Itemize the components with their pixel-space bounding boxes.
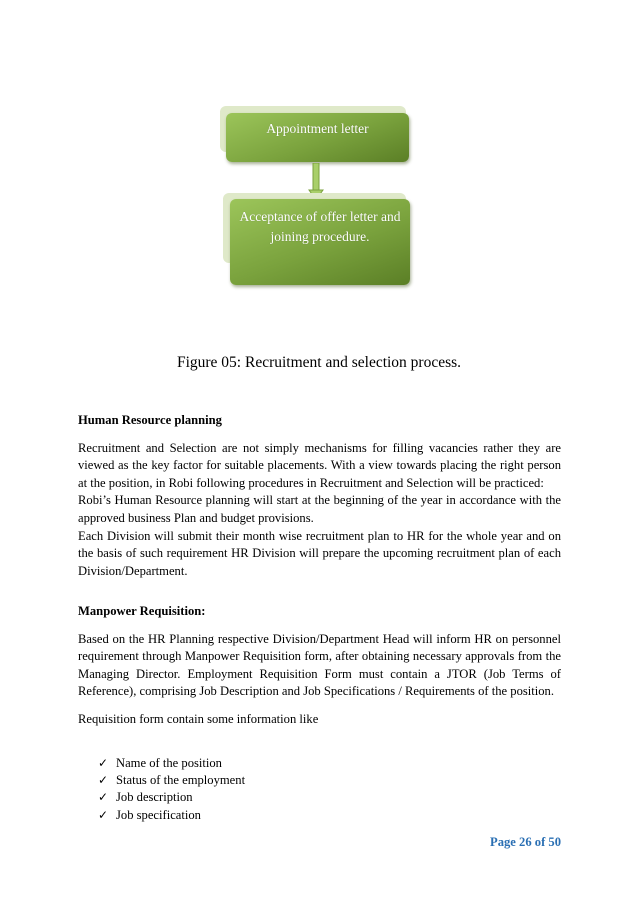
list-item: ✓ Status of the employment bbox=[98, 772, 245, 789]
manpower-section bbox=[78, 603, 561, 729]
check-icon: ✓ bbox=[98, 773, 109, 788]
appointment-letter-label: Appointment letter bbox=[266, 121, 369, 136]
manpower-heading: Manpower Requisition: bbox=[78, 604, 206, 618]
hr-planning-para-3: Each Division will submit their month wise recruitment plan to HR for the whole year and on the basis of such requirement HR Division will prepare the upcoming recruitment plan of each Division/Department. bbox=[78, 528, 561, 578]
page-number: Page 26 of 50 bbox=[490, 835, 561, 849]
hr-planning-para-1: Recruitment and Selection are not simply mechanisms for filling vacancies rather they are viewed as the key factor for suitable placements. With a view towards placing the right person at the position, in Robi following procedures in Recruitment and Selection will be practiced: bbox=[78, 440, 561, 490]
manpower-para-1: Based on the HR Planning respective Division/Department Head will inform HR on personnel requirement through Manpower Requisition form, after obtaining necessary approvals from the Managing Director. Employment Requisition Form must contain a JTOR (Job Terms of Reference), comprising Job Description and Job Specifications / Requirements of the position. bbox=[78, 631, 561, 699]
hr-planning-section bbox=[78, 412, 561, 580]
list-item: ✓ Job specification bbox=[98, 807, 245, 824]
check-icon: ✓ bbox=[98, 790, 109, 805]
check-icon: ✓ bbox=[98, 807, 109, 822]
appointment-letter-box bbox=[226, 113, 409, 162]
figure-caption: Figure 05: Recruitment and selection process. bbox=[176, 354, 462, 371]
acceptance-box bbox=[230, 199, 410, 285]
list-item: ✓ Name of the position bbox=[98, 755, 245, 772]
manpower-para-2: Requisition form contain some information like bbox=[78, 711, 319, 726]
list-item: ✓ Job description bbox=[98, 789, 245, 806]
requisition-checklist bbox=[98, 755, 245, 824]
acceptance-label: Acceptance of offer letter and joining procedure. bbox=[239, 209, 401, 244]
hr-planning-para-2: Robi’s Human Resource planning will start at the beginning of the year in accordance with the approved business Plan and budget provisions. bbox=[78, 493, 561, 525]
hr-planning-heading: Human Resource planning bbox=[78, 413, 222, 427]
check-icon: ✓ bbox=[98, 756, 109, 770]
